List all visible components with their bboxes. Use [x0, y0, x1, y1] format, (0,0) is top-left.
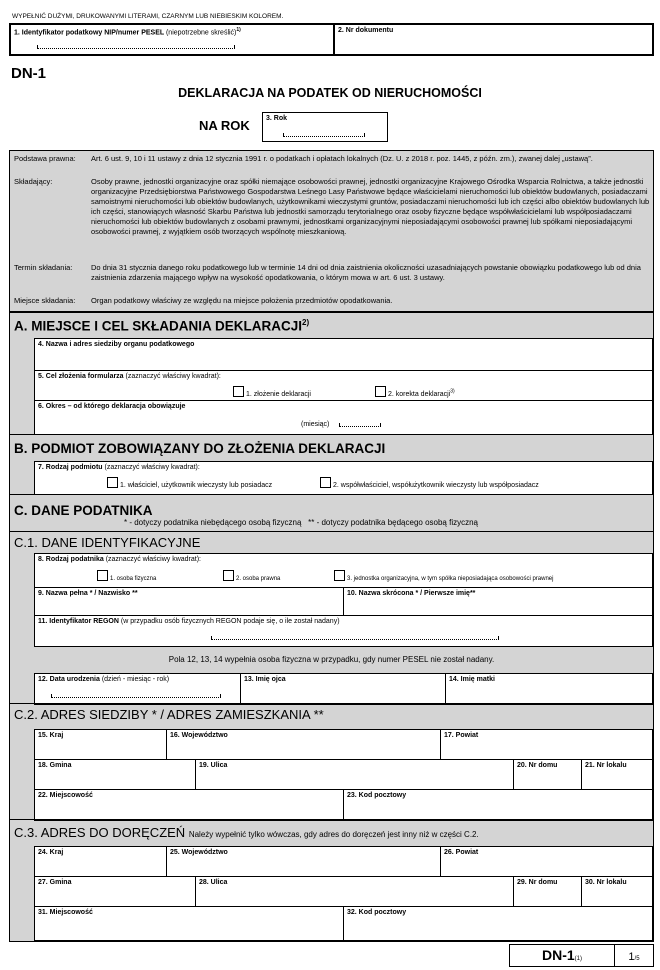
section-a	[9, 312, 654, 436]
fill-instruction: WYPEŁNIĆ DUŻYMI, DRUKOWANYMI LITERAMI, CZARNYM LUB NIEBIESKIM KOLOREM.	[12, 13, 284, 20]
field-6-month-label: (miesiąc)	[301, 421, 330, 428]
field-12-comb	[51, 694, 221, 698]
field-32-postal-code[interactable]	[343, 906, 653, 941]
field-23-postal-code[interactable]	[343, 789, 653, 821]
c2-divider	[10, 703, 653, 704]
entity-coowner-option[interactable]: 2. współwłaściciel, współużytkownik wieczysty lub współposiadacz	[320, 477, 539, 489]
taxpayer-natural-option[interactable]: 1. osoba fizyczna	[97, 570, 156, 582]
top-fields-area	[9, 23, 654, 56]
field-15-country[interactable]	[34, 729, 168, 761]
deadline-value: Do dnia 31 stycznia danego roku podatkowego lub w terminie 14 dni od dnia zaistnienia okoliczności uzasadniających powstanie obowiązku podatkowego lub od dnia zaistnienia zdarzenia mającego wpływ na wysokość opodatkowania, o którym mowa w art. 6 ust. 3 ustawy.	[91, 263, 641, 282]
field-19-street[interactable]	[195, 759, 515, 791]
c1-title: C.1. DANE IDENTYFIKACYJNE	[14, 535, 201, 550]
field-28-label: 28. Ulica	[199, 879, 228, 886]
footer-code: DN-1	[541, 947, 575, 963]
field-11-regon[interactable]	[34, 615, 653, 647]
field-1-note: (niepotrzebne skreślić)	[165, 29, 237, 37]
purpose-correction-option[interactable]: 2. korekta deklaracji$^{3)}$	[375, 386, 455, 398]
deadline-key: Termin składania:	[14, 263, 73, 272]
page-footer	[509, 944, 654, 967]
field-32-label: 32. Kod pocztowy	[347, 909, 407, 916]
legal-basis-key: Podstawa prawna:	[14, 154, 76, 163]
field-27-commune[interactable]	[34, 876, 197, 908]
field-3-year[interactable]	[262, 112, 388, 142]
footer-page: 1	[628, 951, 635, 963]
section-b	[9, 434, 654, 496]
filers-key: Składający:	[14, 177, 53, 186]
c3-divider	[10, 819, 653, 820]
field-7-note: (zaznaczyć właściwy kwadrat):	[104, 464, 200, 471]
c2-title: C.2. ADRES SIEDZIBY * / ADRES ZAMIESZKANIA **	[14, 707, 324, 722]
section-a-title: A. MIEJSCE I CEL SKŁADANIA DEKLARACJI$^{2)}$	[14, 318, 310, 334]
field-23-label: 23. Kod pocztowy	[347, 792, 407, 799]
field-6-label: 6. Okres – od którego deklaracja obowiązuje	[38, 403, 186, 410]
field-1-label: 1. Identyfikator podatkowy NIP/numer PESEL	[14, 29, 165, 37]
field-31-city[interactable]	[34, 906, 345, 941]
place-key: Miejsce składania:	[14, 296, 76, 305]
field-8-taxpayer-type	[34, 553, 653, 589]
form-title: DEKLARACJA NA PODATEK OD NIERUCHOMOŚCI	[178, 86, 482, 100]
field-6-period[interactable]	[34, 400, 653, 435]
field-20-house-number[interactable]	[513, 759, 583, 791]
field-27-label: 27. Gmina	[38, 879, 72, 886]
c3-note: Należy wypełnić tylko wówczas, gdy adres do doręczeń jest inny niż w części C.2.	[188, 830, 479, 839]
field-5-note: (zaznaczyć właściwy kwadrat):	[125, 373, 221, 380]
field-14-label: 14. Imię matki	[449, 676, 495, 683]
field-18-commune[interactable]	[34, 759, 197, 791]
field-3-label: 3. Rok	[266, 115, 288, 122]
field-16-label: 16. Województwo	[170, 732, 228, 739]
purpose-submission-checkbox[interactable]	[233, 386, 244, 397]
legal-info	[9, 150, 654, 312]
footer-pages: /5	[634, 956, 640, 962]
taxpayer-org-checkbox[interactable]	[334, 570, 345, 581]
taxpayer-org-option[interactable]: 3. jednostka organizacyjna, w tym spółka nieposiadająca osobowości prawnej	[334, 570, 553, 582]
footer-version: (1)	[574, 956, 582, 962]
field-19-label: 19. Ulica	[199, 762, 228, 769]
taxpayer-legal-checkbox[interactable]	[223, 570, 234, 581]
field-25-label: 25. Województwo	[170, 849, 228, 856]
field-3-comb	[283, 133, 365, 137]
field-17-district[interactable]	[440, 729, 653, 761]
field-12-note: (dzień - miesiąc - rok)	[101, 676, 170, 683]
field-7-label: 7. Rodzaj podmiotu	[38, 464, 103, 471]
field-15-label: 15. Kraj	[38, 732, 64, 739]
field-26-district[interactable]	[440, 846, 653, 878]
footer-form-code	[510, 945, 615, 966]
field-22-city[interactable]	[34, 789, 345, 821]
field-10-label: 10. Nazwa skrócona * / Pierwsze imię**	[347, 590, 476, 597]
field-1-sup: 1)	[236, 27, 241, 33]
field-8-note: (zaznaczyć właściwy kwadrat):	[105, 556, 201, 563]
filers-value: Osoby prawne, jednostki organizacyjne oraz spółki niemające osobowości prawnej, jednostki organizacyjne Krajowego Ośrodka Wsparcia Rolnictwa, a także jednostki organizacyjne Przedsiębiorstwa Państwowego Gospodarstwa Leśnego Lasy Państwowe będące właścicielami nieruchomości lub obiektów budowlanych, posiadaczami samoistnymi nieruchomości lub obiektów budowlanych, użytkownikami wieczystymi gruntów, posiadaczami nieruchomości lub ich części albo obiektów budowlanych lub ich części, stanowiących własność Skarbu Państwa lub jednostki samorządu terytorialnego oraz osoby fizyczne będące współwłaścicielami lub współposiadaczami nieruchomości lub obiektów budowlanych z osobami prawnymi, jednostkami organizacyjnymi nieposiadającymi osobowości prawnej lub spółkami nieposiadającymi osobowości prawnej, z wyjątkiem osób tworzących wspólnotę mieszkaniową.	[91, 177, 650, 236]
legal-basis-value: Art. 6 ust. 9, 10 i 11 ustawy z dnia 12 stycznia 1991 r. o podatkach i opłatach lokalnych (Dz. U. z 2018 r. poz. 1445, z późn. zm.), zwanej dalej „ustawą”.	[91, 154, 593, 163]
field-21-apartment-number[interactable]	[581, 759, 653, 791]
purpose-correction-checkbox[interactable]	[375, 386, 386, 397]
field-1-taxpayer-id[interactable]	[10, 24, 334, 55]
field-9-label: 9. Nazwa pełna * / Nazwisko **	[38, 590, 138, 597]
field-2-label: 2. Nr dokumentu	[338, 27, 394, 34]
field-29-label: 29. Nr domu	[517, 879, 558, 886]
year-prefix: NA ROK	[199, 118, 250, 133]
c1-divider	[10, 531, 653, 532]
page-number	[615, 945, 653, 966]
taxpayer-legal-option[interactable]: 2. osoba prawna	[223, 570, 280, 582]
field-4-tax-office[interactable]	[34, 338, 653, 372]
field-21-label: 21. Nr lokalu	[585, 762, 627, 769]
field-12-birth-date[interactable]	[34, 673, 242, 705]
field-6-comb	[339, 423, 381, 427]
field-26-label: 26. Powiat	[444, 849, 479, 856]
section-b-title: B. PODMIOT ZOBOWIĄZANY DO ZŁOŻENIA DEKLARACJI	[14, 441, 386, 456]
form-code: DN-1	[11, 65, 47, 82]
field-24-label: 24. Kraj	[38, 849, 64, 856]
field-14-mother-name[interactable]	[445, 673, 653, 705]
field-29-house-number[interactable]	[513, 876, 583, 908]
field-11-comb	[211, 636, 499, 640]
field-30-apartment-number[interactable]	[581, 876, 653, 908]
field-2-doc-number[interactable]	[334, 24, 653, 55]
field-1-comb	[37, 45, 235, 49]
field-13-father-name[interactable]	[240, 673, 447, 705]
field-5-purpose	[34, 370, 653, 402]
section-c	[9, 494, 654, 942]
c3-title: C.3. ADRES DO DORĘCZEŃ Należy wypełnić tylko wówczas, gdy adres do doręczeń jest inny niż w części C.2.	[14, 825, 479, 840]
fields-12-14-info: Pola 12, 13, 14 wypełnia osoba fizyczna w przypadku, gdy numer PESEL nie został nadany.	[168, 655, 495, 664]
field-22-label: 22. Miejscowość	[38, 792, 93, 799]
entity-owner-option[interactable]: 1. właściciel, użytkownik wieczysty lub posiadacz	[107, 477, 272, 489]
field-11-note: (w przypadku osób fizycznych REGON podaje się, o ile został nadany)	[120, 618, 340, 625]
field-31-label: 31. Miejscowość	[38, 909, 93, 916]
field-28-street[interactable]	[195, 876, 515, 908]
taxpayer-natural-checkbox[interactable]	[97, 570, 108, 581]
field-20-label: 20. Nr domu	[517, 762, 558, 769]
field-11-label: 11. Identyfikator REGON	[38, 618, 119, 625]
field-5-label: 5. Cel złożenia formularza	[38, 373, 124, 380]
section-c-note: * - dotyczy podatnika niebędącego osobą fizyczną ** - dotyczy podatnika będącego osobą fizyczną	[124, 518, 478, 527]
entity-coowner-checkbox[interactable]	[320, 477, 331, 488]
field-24-country[interactable]	[34, 846, 168, 878]
field-8-label: 8. Rodzaj podatnika	[38, 556, 104, 563]
field-12-label: 12. Data urodzenia	[38, 676, 100, 683]
section-c-title: C. DANE PODATNIKA	[14, 503, 153, 518]
field-9-full-name[interactable]	[34, 587, 345, 617]
field-18-label: 18. Gmina	[38, 762, 72, 769]
entity-owner-checkbox[interactable]	[107, 477, 118, 488]
field-4-label: 4. Nazwa i adres siedziby organu podatkowego	[38, 341, 195, 348]
field-30-label: 30. Nr lokalu	[585, 879, 627, 886]
purpose-submission-option[interactable]: 1. złożenie deklaracji	[233, 386, 311, 398]
field-16-province[interactable]	[166, 729, 442, 761]
field-17-label: 17. Powiat	[444, 732, 479, 739]
field-7-entity-type	[34, 461, 653, 495]
field-25-province[interactable]	[166, 846, 442, 878]
place-value: Organ podatkowy właściwy ze względu na miejsce położenia przedmiotów opodatkowania.	[91, 296, 393, 305]
field-10-short-name[interactable]	[343, 587, 653, 617]
field-13-label: 13. Imię ojca	[244, 676, 286, 683]
